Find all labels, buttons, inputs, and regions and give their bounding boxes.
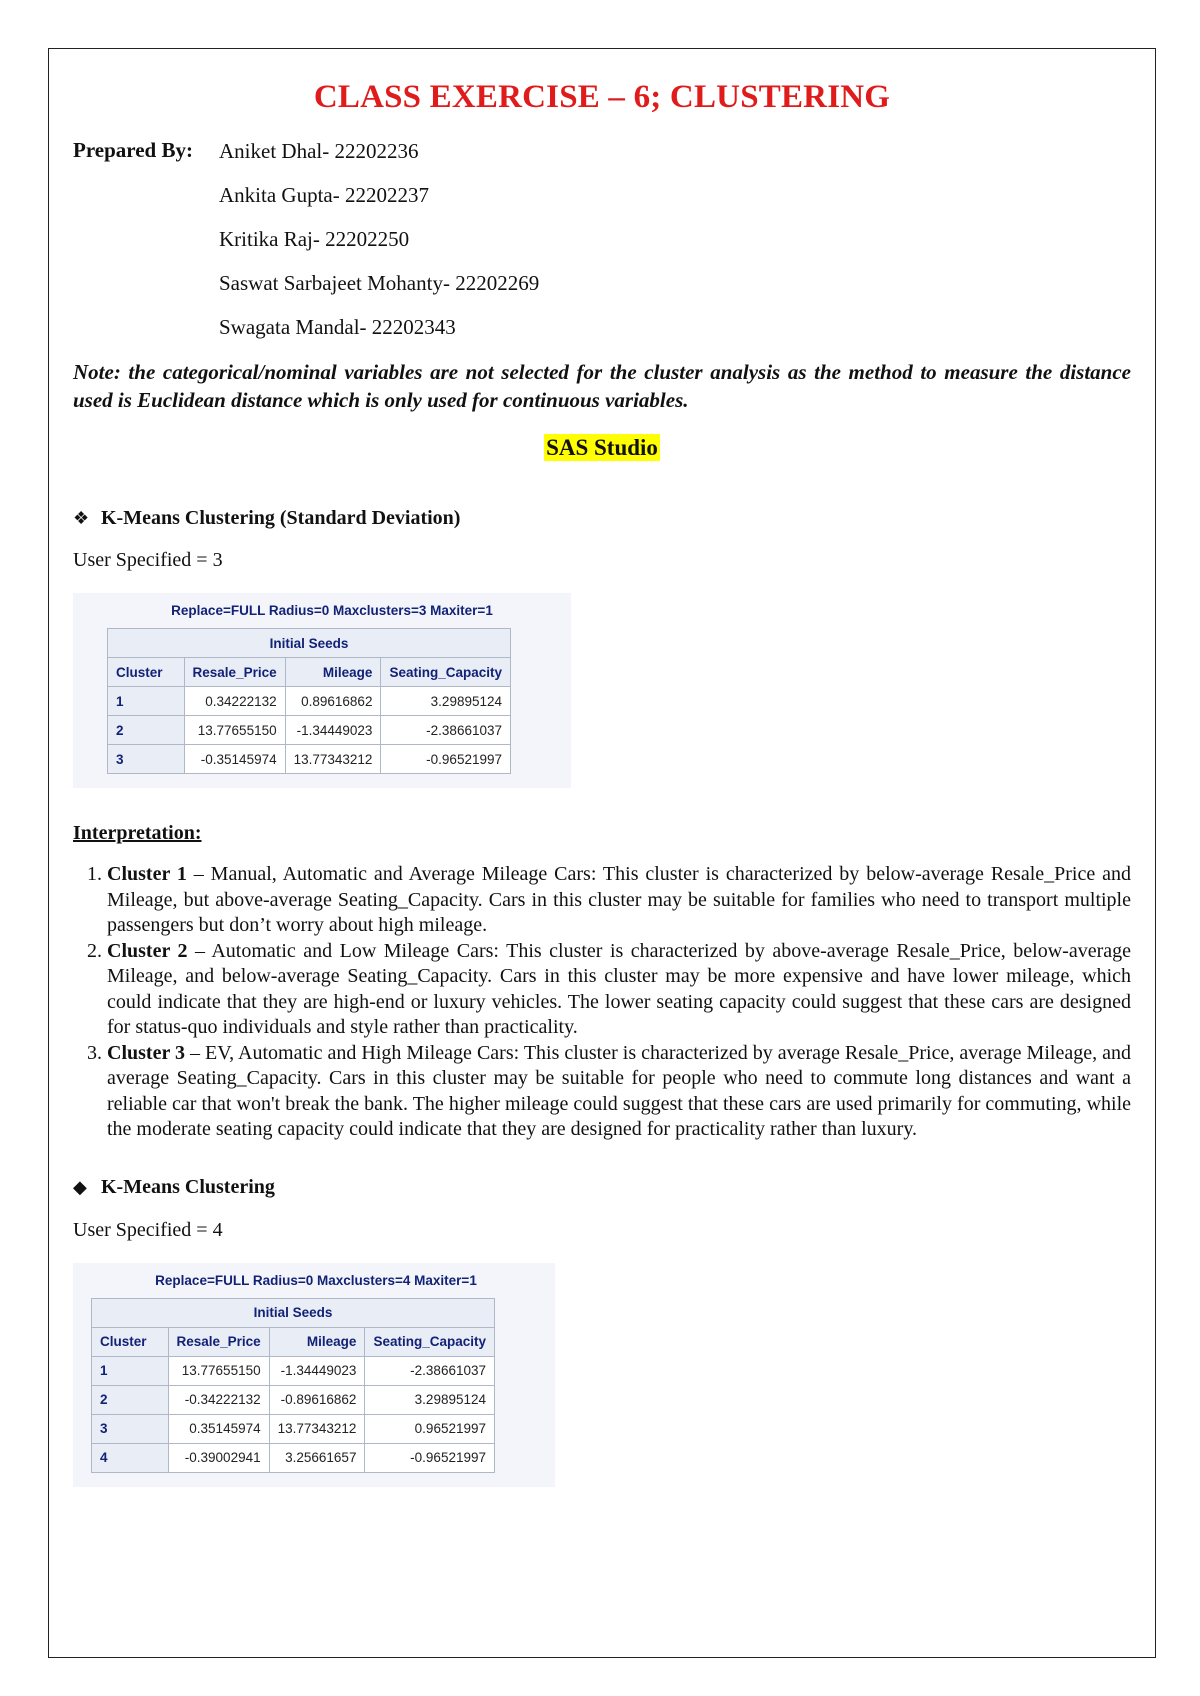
initial-seeds-table: [91, 1298, 495, 1473]
section-heading-kmeans: [73, 1175, 1131, 1201]
table-row: [92, 1385, 495, 1414]
table-cell: 4: [92, 1443, 169, 1472]
cluster-description: – Manual, Automatic and Average Mileage Cars: This cluster is characterized by below-average Resale_Price and Mileage, but above-average Seating_Capacity. Cars in this cluster may be suitable for families who need to transport multiple passengers but don’t worry about high mileage.: [107, 863, 1131, 936]
column-header: Cluster: [108, 658, 185, 687]
software-heading-wrap: [73, 435, 1131, 469]
proc-title: Replace=FULL Radius=0 Maxclusters=4 Maxiter=1: [155, 1272, 477, 1288]
cluster-description: – EV, Automatic and High Mileage Cars: This cluster is characterized by average Resale_Price, average Mileage, and average Seating_Capacity. Cars in this cluster may be suitable for people who need to commute long distances and want a reliable car that won't break the bank. The higher mileage could suggest that these cars are used primarily for commuting, while the moderate seating capacity could indicate that they are designed for practicality rather than luxury.: [107, 1041, 1131, 1140]
author-list: [219, 138, 1131, 358]
list-item: [107, 939, 1131, 1041]
table-cell: 3.29895124: [365, 1385, 495, 1414]
prepared-by: [73, 138, 1131, 358]
table-row: [108, 716, 511, 745]
table-cell: 3.25661657: [269, 1443, 365, 1472]
table-cell: 2: [108, 716, 185, 745]
sas-output-panel-2: [73, 1263, 555, 1487]
column-header: Resale_Price: [168, 1327, 269, 1356]
table-cell: 3: [108, 745, 185, 774]
table-caption: Initial Seeds: [92, 1298, 495, 1327]
cluster-label: Cluster 1: [107, 863, 187, 885]
table-row: [92, 1443, 495, 1472]
table-cell: -0.39002941: [168, 1443, 269, 1472]
user-specified-3: User Specified = 3: [73, 549, 223, 571]
table-caption: Initial Seeds: [108, 629, 511, 658]
proc-title: Replace=FULL Radius=0 Maxclusters=3 Maxiter=1: [171, 603, 493, 618]
table-row: [92, 1414, 495, 1443]
table-cell: -0.96521997: [381, 745, 511, 774]
sas-output-panel-1: [73, 593, 571, 788]
table-cell: 13.77655150: [168, 1356, 269, 1385]
table-row: [108, 745, 511, 774]
column-header: Seating_Capacity: [381, 658, 511, 687]
table-cell: -0.35145974: [184, 745, 285, 774]
initial-seeds-table: [107, 628, 511, 774]
table-cell: -0.34222132: [168, 1385, 269, 1414]
table-row: [108, 687, 511, 716]
table-cell: 0.35145974: [168, 1414, 269, 1443]
table-cell: 1: [108, 687, 185, 716]
table-cell: 2: [92, 1385, 169, 1414]
note-paragraph: Note: the categorical/nominal variables are not selected for the cluster analysis as the method to measure the distance used is Euclidean distance which is only used for continuous variables.: [73, 360, 1131, 412]
column-header: Resale_Price: [184, 658, 285, 687]
interpretation-heading: Interpretation:: [73, 822, 202, 844]
section-heading-text: K-Means Clustering: [101, 1176, 275, 1198]
table-cell: 3.29895124: [381, 687, 511, 716]
document-content: [73, 74, 1131, 1487]
cluster-label: Cluster 3: [107, 1041, 185, 1064]
table-cell: 13.77343212: [285, 745, 381, 774]
document-title: CLASS EXERCISE – 6; CLUSTERING: [313, 79, 891, 115]
section-heading-text: K-Means Clustering (Standard Deviation): [101, 506, 461, 529]
table-cell: 0.34222132: [184, 687, 285, 716]
section-heading-kmeans-sd: [73, 505, 1131, 531]
table-cell: -2.38661037: [365, 1356, 495, 1385]
column-header: Cluster: [92, 1327, 169, 1356]
table-cell: -0.96521997: [365, 1443, 495, 1472]
table-cell: 0.89616862: [285, 687, 381, 716]
column-header: Mileage: [285, 658, 381, 687]
table-cell: -1.34449023: [269, 1356, 365, 1385]
author-name: Aniket Dhal- 22202236: [219, 139, 419, 163]
cluster-label: Cluster 2: [107, 939, 188, 962]
cluster-description: – Automatic and Low Mileage Cars: This cluster is characterized by above-average Resale_Price, below-average Mileage, and below-average Seating_Capacity. Cars in this cluster may be more expensive and have lower mileage, which could indicate that they are high-end or luxury vehicles. The lower seating capacity could suggest that these cars are designed for status-quo individuals and style rather than practicality.: [107, 939, 1131, 1038]
software-heading: SAS Studio: [546, 435, 658, 460]
column-header: Seating_Capacity: [365, 1327, 495, 1356]
table-cell: 13.77655150: [184, 716, 285, 745]
table-cell: 0.96521997: [365, 1414, 495, 1443]
user-specified-4: User Specified = 4: [73, 1218, 223, 1241]
author-name: Saswat Sarbajeet Mohanty- 22202269: [219, 271, 540, 295]
table-cell: -0.89616862: [269, 1385, 365, 1414]
list-item: [107, 1041, 1131, 1143]
prepared-by-label: Prepared By:: [73, 138, 193, 162]
author-name: Swagata Mandal- 22202343: [219, 315, 456, 339]
interpretation-list: [73, 862, 1131, 1143]
table-cell: -2.38661037: [381, 716, 511, 745]
author-name: Ankita Gupta- 22202237: [219, 183, 429, 207]
diamond-bullet-icon: ❖: [73, 507, 90, 528]
author-name: Kritika Raj- 22202250: [219, 227, 410, 251]
table-cell: 1: [92, 1356, 169, 1385]
table-cell: 3: [92, 1414, 169, 1443]
table-row: [92, 1356, 495, 1385]
list-item: [107, 862, 1131, 939]
table-cell: -1.34449023: [285, 716, 381, 745]
diamond-bullet-icon: ◆: [73, 1177, 87, 1197]
column-header: Mileage: [269, 1327, 365, 1356]
table-cell: 13.77343212: [269, 1414, 365, 1443]
